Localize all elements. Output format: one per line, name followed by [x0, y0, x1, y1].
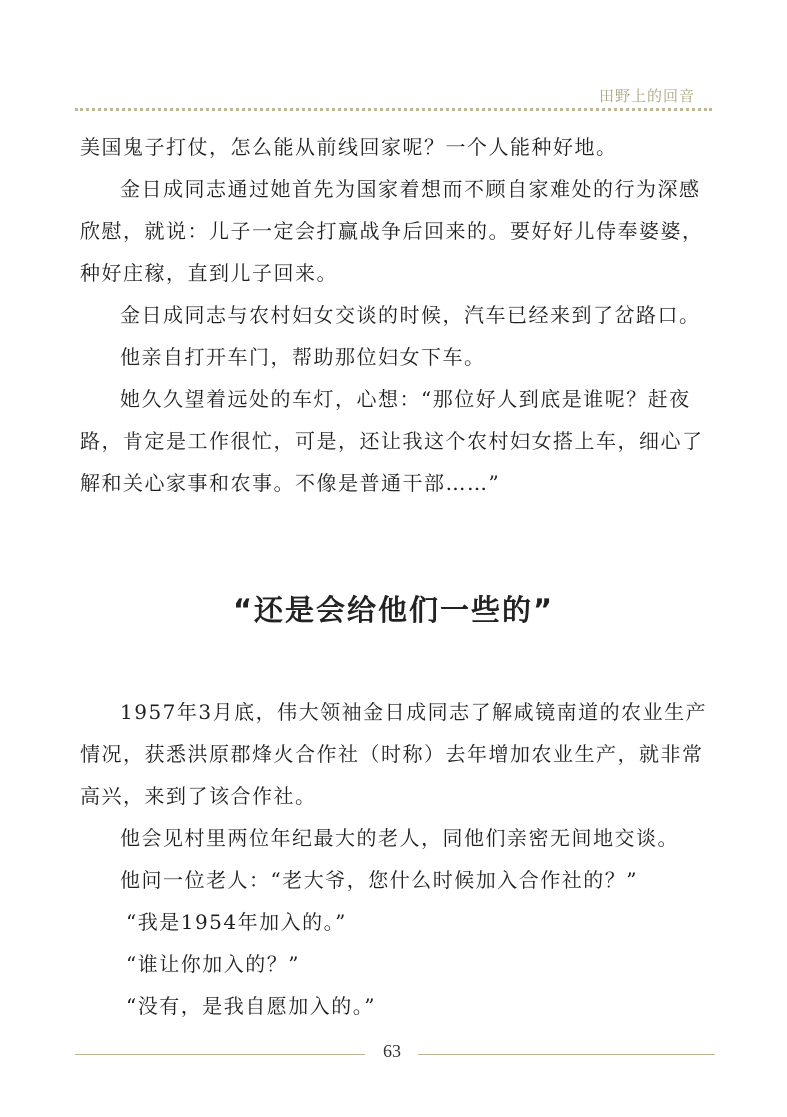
footer-rule-left — [75, 1054, 365, 1055]
paragraph-line: 高兴，来到了该合作社。 — [80, 784, 317, 808]
paragraph-line: “谁让你加入的？” — [126, 952, 300, 976]
paragraph-line: “我是1954年加入的。” — [126, 910, 347, 934]
paragraph-line: 她久久望着远处的车灯，心想：“那位好人到底是谁呢？赶夜 — [120, 387, 691, 411]
section-heading: “还是会给他们一些的” — [232, 593, 555, 627]
paragraph-line: 欣慰，就说：儿子一定会打赢战争后回来的。要好好儿侍奉婆婆， — [80, 219, 704, 243]
paragraph-line: 1957年3月底，伟大领袖金日成同志了解咸镜南道的农业生产 — [120, 700, 708, 724]
paragraph-line: 解和关心家事和农事。不像是普通干部……” — [80, 471, 501, 495]
paragraph-line: 美国鬼子打仗，怎么能从前线回家呢？一个人能种好地。 — [80, 135, 618, 159]
paragraph-line: “没有，是我自愿加入的。” — [126, 994, 376, 1018]
paragraph-line: 他亲自打开车门，帮助那位妇女下车。 — [120, 345, 486, 369]
paragraph-line: 金日成同志与农村妇女交谈的时候，汽车已经来到了岔路口。 — [120, 303, 701, 327]
paragraph-line: 情况，获悉洪原郡烽火合作社（时称）去年增加农业生产，就非常 — [80, 742, 704, 766]
paragraph-line: 路，肯定是工作很忙，可是，还让我这个农村妇女搭上车，细心了 — [80, 429, 704, 453]
running-head-title: 田野上的回音 — [598, 87, 695, 105]
body-text-block-2 — [80, 691, 715, 1027]
paragraph-line: 他问一位老人：“老大爷，您什么时候加入合作社的？” — [120, 868, 638, 892]
footer-rule-right — [418, 1054, 715, 1055]
page-number: 63 — [383, 1041, 401, 1061]
paragraph-line: 种好庄稼，直到儿子回来。 — [80, 261, 338, 285]
header-dotted-rule — [75, 108, 712, 111]
paragraph-line: 他会见村里两位年纪最大的老人，同他们亲密无间地交谈。 — [120, 826, 679, 850]
paragraph-line: 金日成同志通过她首先为国家着想而不顾自家难处的行为深感 — [120, 177, 701, 201]
page-footer — [0, 1038, 787, 1068]
body-text-block-1 — [80, 126, 715, 504]
